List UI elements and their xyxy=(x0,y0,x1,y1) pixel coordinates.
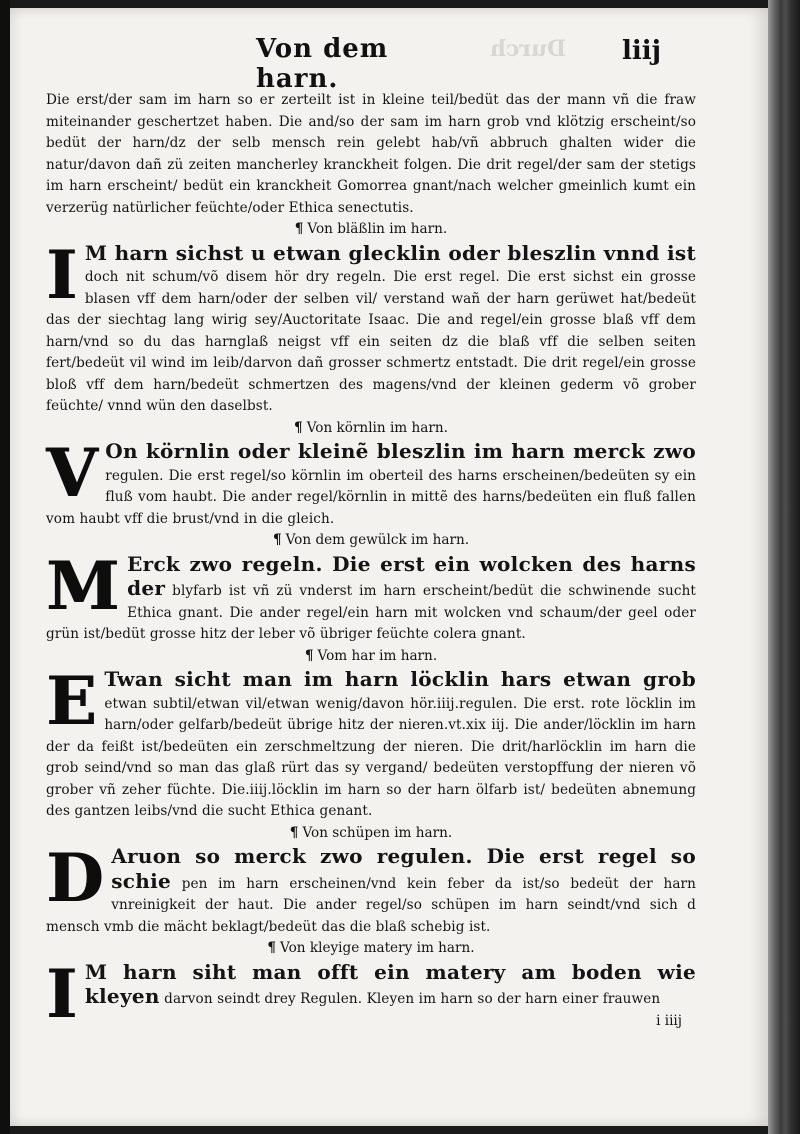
section-lead: M harn siht man offt ein matery am boden wie kleyen xyxy=(84,959,696,1008)
section-text: doch nit schum/võ disem hör dry regeln. Die erst regel. Die erst sichst ein grosse blasen vff dem harn/oder der selben vil/ verstand wañ der harn gerüwet hat/bedeüt das der siechtag lang wirig sey/Auctoritate Isaac. Die and regel/ein grosse blaß vff dem harn/vnd so du das harnglaß neigst vff ein seiten dz die blaß vff die selben seiten fert/bedeüt vil wind im leib/darvon dañ grosser schmertz entstadt. Die drit regel/ein grosse bloß vff dem harn/bedeüt schmertzen des magens/vnd der kleinen gederm võ grober feüchte/ vnnd wün den daselbst. xyxy=(46,269,696,414)
running-head: Von dem harn. xyxy=(256,34,389,94)
rubric-text: Von bläßlin im harn. xyxy=(307,221,448,237)
rubric-kleyige xyxy=(46,938,696,960)
rubric-schuepen xyxy=(46,823,696,845)
section-gewuelck xyxy=(46,546,696,646)
section-text: etwan subtil/etwan vil/etwan wenig/davon hör.iiij.regulen. Die erst. rote löcklin im harn/oder gelfarb/bedeüt übrige hitz der nieren.vt.xix iij. Die ander/löcklin im harn der da feißt ist/bedeüten ein zerschmeltzung der nieren. Die drit/harlöcklin im harn die grob seind/vnd so man das glaß rürt das sy vergand/ bedeüten verstopffung der nieren võ grober vñ zeher füchte. Die.iiij.löcklin im harn so der harn ölfarb ist/ bedeüten abnemung des gantzen leibs/vnd die sucht Ethica genant. xyxy=(46,695,696,819)
section-text: darvon seindt drey Regulen. Kleyen im harn so der harn einer frauwen xyxy=(164,991,661,1007)
section-lead: Twan sicht man im harn löcklin hars etwan grob xyxy=(104,667,696,691)
rubric-har xyxy=(46,646,696,668)
rubric-text: Von dem gewülck im harn. xyxy=(285,532,470,548)
section-text: pen im harn erscheinen/vnd kein feber da ist/so bedeüt der harn vnreinigkeit der haut. Die ander regel/so schüpen im harn seindt/vnd sich d mensch vmb die mächt beklagt/bedeüt das die blaß schebig ist. xyxy=(46,875,696,935)
drop-cap: E xyxy=(46,662,97,740)
section-lead: M harn sichst u etwan glecklin oder bleszlin vnnd ist xyxy=(84,240,696,265)
section-koernlin xyxy=(46,434,696,530)
rubric-text: Von kleyige matery im harn. xyxy=(280,940,475,956)
bleed-through-text: Durch xyxy=(490,36,567,62)
book-page xyxy=(10,8,768,1126)
rubric-text: Von körnlin im harn. xyxy=(306,419,448,436)
drop-cap: I xyxy=(46,954,77,1033)
section-har xyxy=(46,662,696,823)
drop-cap: V xyxy=(46,434,98,512)
intro-paragraph: Die erst/der sam im harn so er zerteilt ist in kleine teil/bedüt das der mann vñ die fraw miteinander geschertzet haben. Die and/so der sam im harn grob vnd klötzig erscheint/so bedüt der harn/dz der selb mensch rein gelebt hab/vñ abbruch ghalten wider die natur/davon dañ zü zeiten mancherley kranckheit folgen. Die drit regel/der sam der stetigs im harn erscheint/ bedüt ein kranckheit Gomorrea gnant/nach welcher gmeinlich kumt ein verzerüg natürlicher feüchte/oder Ethica senectutis. xyxy=(46,92,696,216)
folio-number: liij xyxy=(622,36,662,66)
rubric-text: Von schüpen im harn. xyxy=(302,824,453,841)
drop-cap: D xyxy=(46,839,104,917)
body-text xyxy=(46,90,696,1032)
pilcrow-icon: ¶ xyxy=(272,532,282,548)
book-fore-edge xyxy=(768,0,800,1134)
pilcrow-icon: ¶ xyxy=(294,221,304,237)
scan-left-margin xyxy=(0,0,10,1134)
pilcrow-icon: ¶ xyxy=(267,940,277,956)
rubric-text: Vom har im harn. xyxy=(317,647,438,664)
drop-cap: M xyxy=(46,546,120,625)
drop-cap: I xyxy=(46,235,77,314)
section-schuepen xyxy=(46,839,696,938)
pilcrow-icon: ¶ xyxy=(294,419,303,436)
section-lead: On körnlin oder kleinẽ bleszlin im harn merck zwo xyxy=(105,439,696,463)
section-blaeszlin xyxy=(46,235,696,418)
section-text: blyfarb ist vñ zü vnderst im harn erscheint/bedüt die schwinende sucht Ethica gnant. Die ander regel/ein harn mit wolcken vnd schaum/der geel oder grün ist/bedüt grosse hitz der leber võ übriger feüchte colera gnant. xyxy=(46,583,696,642)
section-text: regulen. Die erst regel/so körnlin im oberteil des harns erscheinen/bedeüten sy ein fluß vom haubt. Die ander regel/körnlin in mittẽ des harns/bedeüten ein fluß fallen vom haubt vff die brust/vnd in die gleich. xyxy=(46,467,696,527)
section-lead: Erck zwo regeln. Die erst ein wolcken des harns der xyxy=(127,551,696,600)
section-lead: Aruon so merck zwo regulen. Die erst regel so schie xyxy=(111,844,696,893)
pilcrow-icon: ¶ xyxy=(289,824,299,841)
catchword: i iiij xyxy=(656,1012,682,1029)
rubric-blaeszlin xyxy=(46,219,696,241)
pilcrow-icon: ¶ xyxy=(304,647,314,664)
rubric-gewuelck xyxy=(46,530,696,552)
rubric-koernlin xyxy=(46,418,696,440)
